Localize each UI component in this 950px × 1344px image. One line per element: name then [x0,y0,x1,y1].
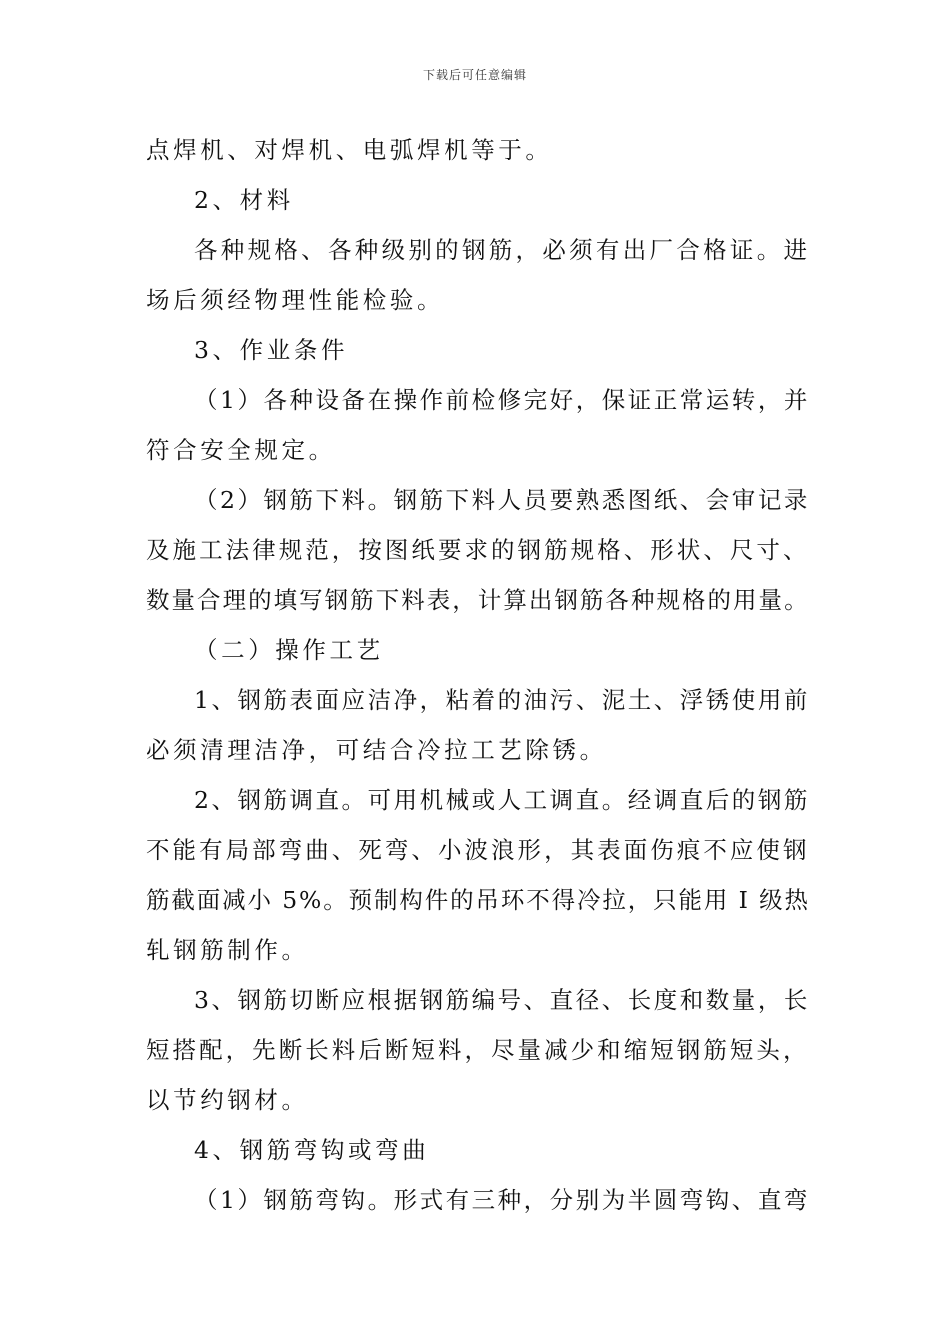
text-line: （1）钢筋弯钩。形式有三种，分别为半圆弯钩、直弯 [194,1186,810,1214]
text-line: 以节约钢材。 [146,1086,309,1114]
text-line: 必须清理洁净，可结合冷拉工艺除锈。 [146,736,607,764]
page-header: 下载后可任意编辑 [422,68,527,82]
text-line: 1、钢筋表面应洁净，粘着的油污、泥土、浮锈使用前 [194,686,810,714]
text-line: 2、钢筋调直。可用机械或人工调直。经调直后的钢筋 [194,786,810,814]
text-line: 不能有局部弯曲、死弯、小波浪形，其表面伤痕不应使钢 [146,836,810,864]
text-line: （2）钢筋下料。钢筋下料人员要熟悉图纸、会审记录 [194,486,810,514]
text-line: 轧钢筋制作。 [146,936,309,964]
text-line: 4、钢筋弯钩或弯曲 [194,1136,430,1164]
text-line: 点焊机、对焊机、电弧焊机等于。 [146,136,553,164]
text-line: 筋截面减小 5%。预制构件的吊环不得冷拉，只能用 I 级热 [146,886,810,914]
text-line: 3、钢筋切断应根据钢筋编号、直径、长度和数量，长 [194,986,810,1014]
text-line: 3、作业条件 [194,336,349,364]
text-line: 数量合理的填写钢筋下料表，计算出钢筋各种规格的用量。 [146,586,810,614]
text-line: （二）操作工艺 [194,636,384,664]
text-line: 及施工法律规范，按图纸要求的钢筋规格、形状、尺寸、 [146,536,810,564]
text-line: 场后须经物理性能检验。 [146,286,445,314]
text-line: 符合安全规定。 [146,436,336,464]
text-line: （1）各种设备在操作前检修完好，保证正常运转，并 [194,386,810,414]
text-line: 各种规格、各种级别的钢筋，必须有出厂合格证。进 [194,236,811,264]
text-line: 2、材料 [194,186,294,214]
text-line: 短搭配，先断长料后断短料，尽量减少和缩短钢筋短头， [146,1036,810,1064]
